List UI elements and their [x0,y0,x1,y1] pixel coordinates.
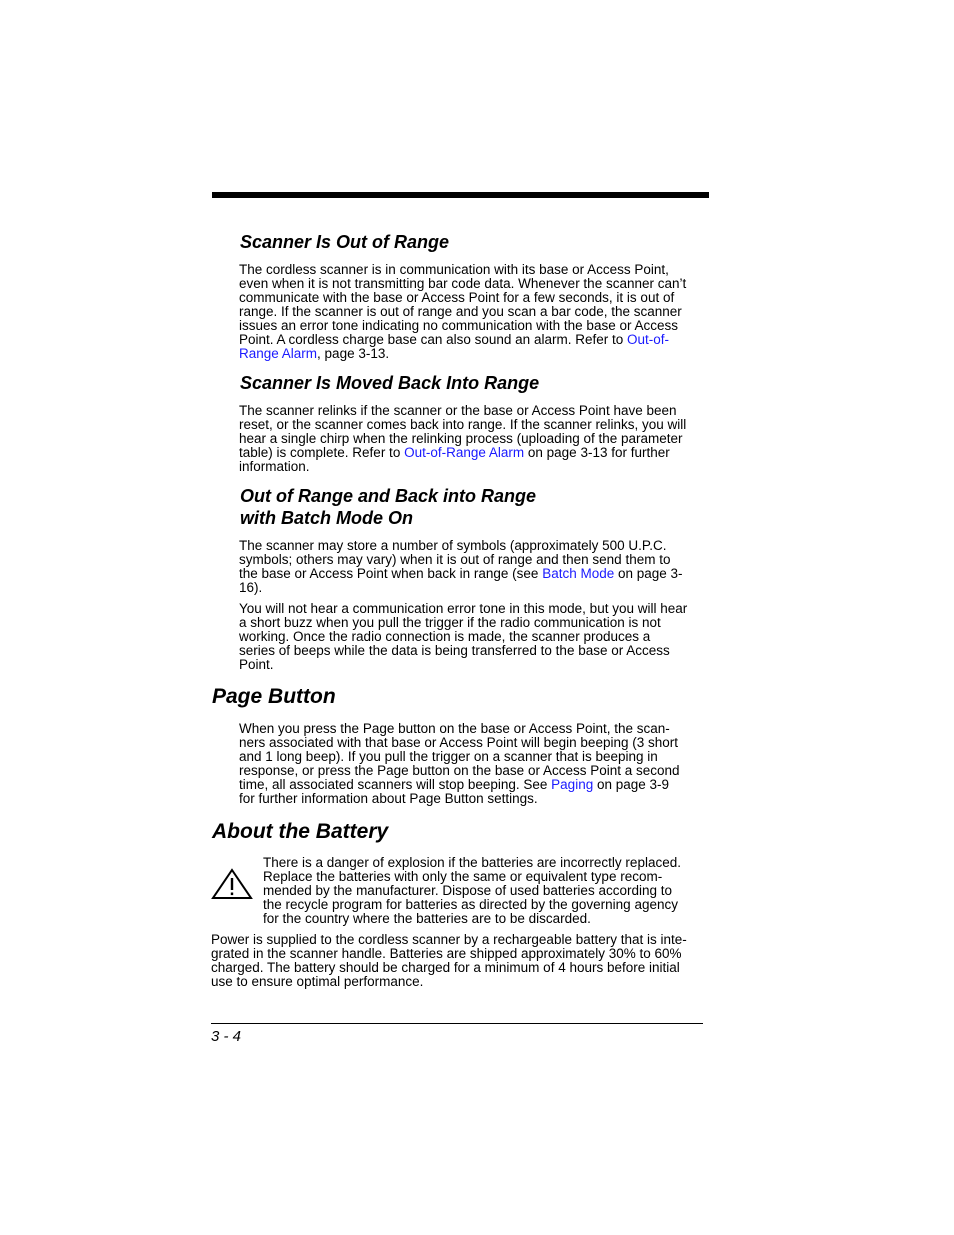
text-line: a short buzz when you pull the trigger if the radio communication is not [239,615,661,630]
back-into-range-paragraph [239,404,686,474]
text-line: The scanner may store a number of symbols (approximately 500 U.P.C. [239,538,667,553]
heading-about-battery: About the Battery [212,820,389,843]
text-segment: Point. A cordless charge base can also sound an alarm. Refer to [239,332,627,347]
footer-rule [211,1023,703,1024]
page-button-paragraph [239,722,680,806]
text-segment: on page 3-9 [593,777,670,792]
out-of-range-alarm-link[interactable]: Out-of- [626,332,669,347]
text-line: use to ensure optimal performance. [211,974,424,989]
text-line: There is a danger of explosion if the batteries are incorrectly replaced. [263,855,681,870]
text-line: The scanner relinks if the scanner or the base or Access Point have been [239,403,677,418]
warning-triangle-icon [211,868,253,900]
out-of-range-alarm-link[interactable]: Out-of-Range Alarm [404,445,525,460]
batch-mode-link[interactable]: Batch Mode [542,566,615,581]
heading-batch-mode-line1: Out of Range and Back into Range [240,486,537,506]
page-number: 3 - 4 [211,1028,242,1045]
text-line: even when it is not transmitting bar code data. Whenever the scanner can’t [239,276,687,291]
text-line: issues an error tone indicating no communication with the base or Access [239,318,678,333]
paging-link[interactable]: Paging [551,777,594,792]
text-line: charged. The battery should be charged for a minimum of 4 hours before initial [211,960,680,975]
text-line: Point. [239,657,274,672]
heading-page-button: Page Button [212,685,336,708]
text-line: grated in the scanner handle. Batteries are shipped approximately 30% to 60% [211,946,682,961]
text-line: The cordless scanner is in communication with its base or Access Point, [239,262,669,277]
batch-mode-paragraph-2 [239,602,687,672]
text-line [239,333,686,347]
text-line [239,347,686,361]
text-line: for further information about Page Button settings. [239,791,538,806]
text-line: response, or press the Page button on the base or Access Point a second [239,763,680,778]
text-segment: the base or Access Point when back in range (see [239,566,543,581]
text-line: the recycle program for batteries as directed by the governing agency [263,897,678,912]
text-line: When you press the Page button on the base or Access Point, the scan- [239,721,670,736]
text-line: Power is supplied to the cordless scanner by a rechargeable battery that is inte- [211,932,687,947]
battery-warning-text [263,856,681,926]
heading-out-of-range: Scanner Is Out of Range [240,232,450,252]
text-segment: on page 3- [614,566,683,581]
text-line: and 1 long beep). If you pull the trigger on a scanner that is beeping in [239,749,658,764]
text-line: Replace the batteries with only the same or equivalent type recom- [263,869,663,884]
text-line: 16). [239,580,263,595]
text-line: working. Once the radio connection is made, the scanner produces a [239,629,651,644]
out-of-range-paragraph [239,263,686,361]
text-segment: on page 3-13 for further [524,445,670,460]
out-of-range-alarm-link[interactable]: Range Alarm [239,346,318,361]
text-line [239,446,686,460]
text-line: symbols; others may vary) when it is out of range and then send them to [239,552,671,567]
text-line: reset, or the scanner comes back into range. If the scanner relinks, you will [239,417,687,432]
text-line: communicate with the base or Access Point for a few seconds, it is out of [239,290,675,305]
battery-paragraph [211,933,687,989]
text-line: You will not hear a communication error tone in this mode, but you will hear [239,601,688,616]
text-line: information. [239,459,310,474]
text-line: hear a single chirp when the relinking process (uploading of the parameter [239,431,683,446]
text-segment: , page 3-13. [317,346,390,361]
text-segment: time, all associated scanners will stop beeping. See [239,777,552,792]
batch-mode-paragraph-1 [239,539,683,595]
text-line [239,778,680,792]
text-line: series of beeps while the data is being transferred to the base or Access [239,643,670,658]
heading-batch-mode-line2: with Batch Mode On [240,508,413,528]
heading-back-into-range: Scanner Is Moved Back Into Range [240,373,540,393]
text-line [239,567,683,581]
text-line: for the country where the batteries are to be discarded. [263,911,591,926]
text-line: range. If the scanner is out of range and you scan a bar code, the scanner [239,304,682,319]
top-rule [212,192,709,198]
text-line: mended by the manufacturer. Dispose of used batteries according to [263,883,672,898]
text-line: ners associated with that base or Access Point will begin beeping (3 short [239,735,678,750]
text-segment: table) is complete. Refer to [239,445,405,460]
